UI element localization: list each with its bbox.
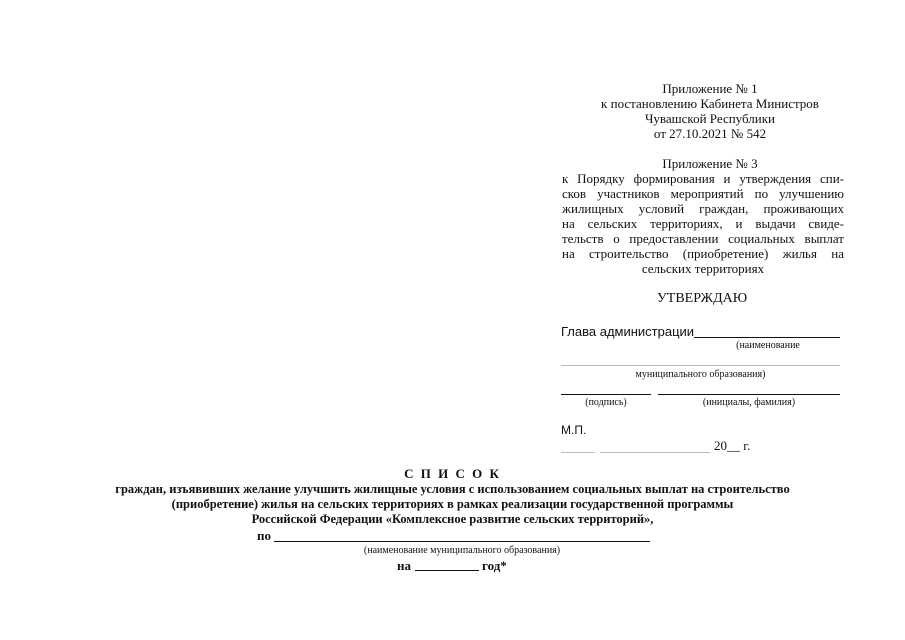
appendix3-title: Приложение № 3 — [662, 156, 758, 171]
appendix3-body-line-3: жилищных условий граждан, проживающих — [562, 201, 844, 216]
appendix1-line-3: Чувашской Республики — [644, 111, 776, 126]
appendix1-line-1: Приложение № 1 — [662, 81, 758, 96]
appendix3-body-line-4: на сельских территориях, и выдачи свиде- — [562, 216, 844, 231]
list-line-1: граждан, изъявивших желание улучшить жилищные условия с использованием социальных выплат на строительство — [115, 482, 790, 496]
appendix3-body-line-1: к Порядку формирования и утверждения спи- — [562, 171, 844, 186]
list-line-2: (приобретение) жилья на сельских территориях в рамках реализации государственной программы — [171, 497, 734, 511]
initials-line — [658, 394, 840, 395]
hint-name-part2: муниципального образования) — [635, 369, 766, 380]
hint-signature: (подпись) — [585, 397, 627, 408]
year-suffix: год* — [482, 558, 507, 573]
administration-name-line — [694, 337, 840, 338]
approval-heading: УТВЕРЖДАЮ — [656, 291, 748, 306]
hint-municipality: (наименование муниципального образования) — [363, 545, 561, 556]
po-label: по — [257, 528, 271, 543]
appendix3-body-line-6: на строительство (приобретение) жилья на — [562, 246, 844, 261]
hint-name-part1: (наименование — [736, 340, 800, 351]
municipality-line — [561, 365, 840, 366]
list-line-3: Российской Федерации «Комплексное развитие сельских территорий», — [251, 512, 654, 526]
year-label: 20__ г. — [714, 438, 751, 453]
na-label: на — [397, 558, 411, 573]
municipality-name-line — [274, 541, 650, 542]
appendix3-body-line-5: тельств о предоставлении социальных выплат — [562, 231, 844, 246]
date-day-line — [561, 452, 595, 453]
head-of-administration-label: Глава администрации — [561, 324, 695, 339]
appendix1-line-2: к постановлению Кабинета Министров — [601, 96, 819, 111]
signature-line — [561, 394, 651, 395]
hint-initials: (инициалы, фамилия) — [702, 397, 796, 408]
year-blank-line — [415, 570, 479, 571]
stamp-label: М.П. — [561, 423, 587, 437]
appendix1-line-4: от 27.10.2021 № 542 — [653, 126, 767, 141]
date-month-line — [600, 452, 710, 453]
list-title: С П И С О К — [404, 466, 501, 481]
appendix3-last-line: сельских территориях — [641, 261, 765, 276]
appendix3-body-line-2: сков участников мероприятий по улучшению — [562, 186, 844, 201]
